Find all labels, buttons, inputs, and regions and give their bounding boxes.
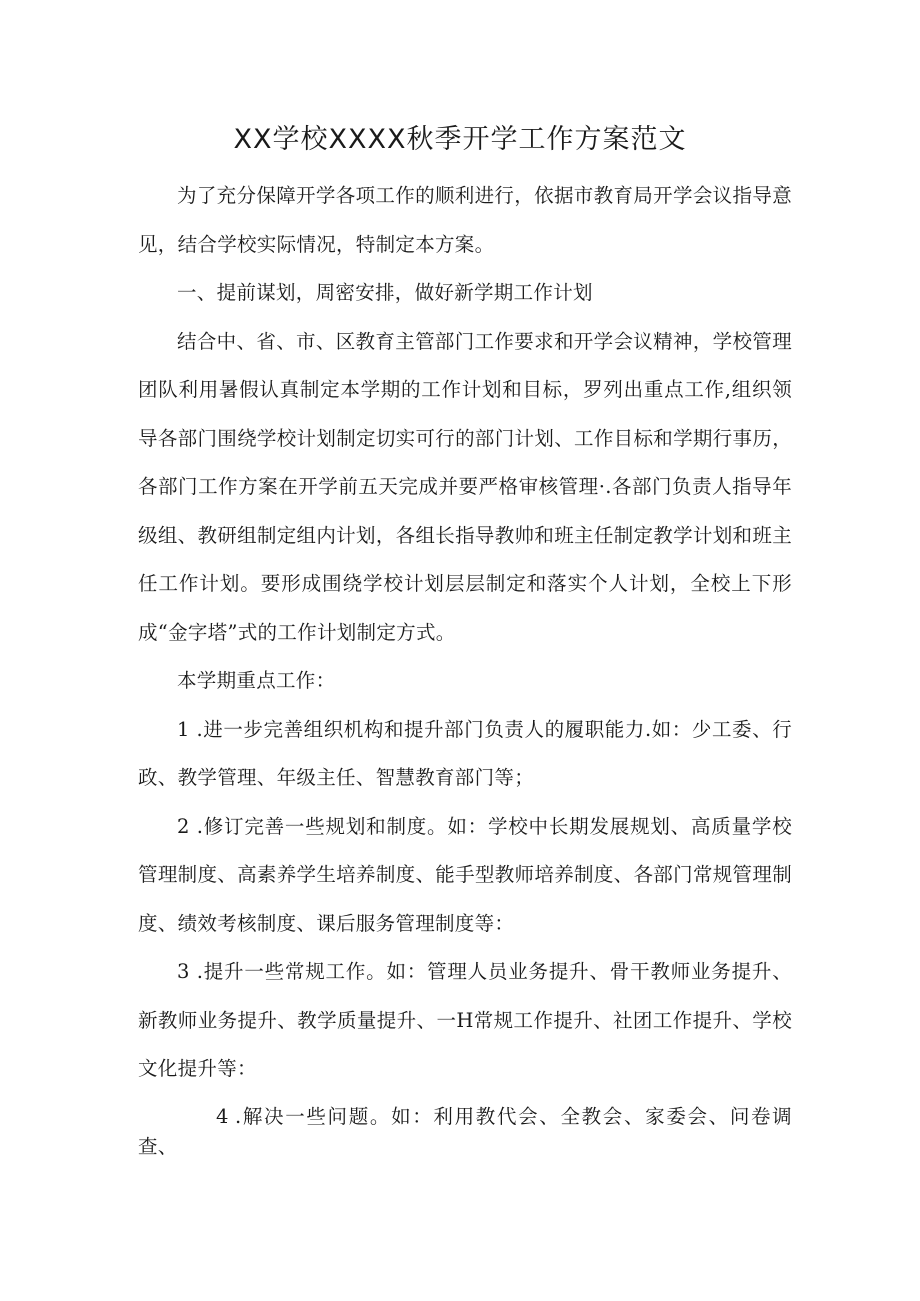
list-item-4-number: 4 [216, 1104, 229, 1128]
document-title: XX学校XXXX秋季开学工作方案范文 [233, 124, 687, 155]
document-body [138, 172, 792, 1162]
list-item-2: 2 .修订完善一些规划和制度。如：学校中长期发展规划、高质量学校管理制度、高素养学生培养制度、能手型教师培养制度、各部门常规管理制度、绩效考核制度、课后服务管理制度等： [138, 814, 792, 935]
section-1-paragraph: 结合中、省、市、区教育主管部门工作要求和开学会议精神，学校管理团队利用暑假认真制定本学期的工作计划和目标，罗列出重点工作,组织领导各部门围绕学校计划制定切实可行的部门计划、工作目标和学期行事历，各部门工作方案在开学前五天完成并要严格审核管理·.各部门负责人指导年级组、教研组制定组内计划，各组长指导教帅和班主任制定教学计划和班主任工作计划。要形成围绕学校计划层层制定和落实个人计划，全校上下形成“金字塔”式的工作计划制定方式。 [138, 329, 792, 644]
list-item-1: 1 .进一步完善组织机构和提升部门负责人的履职能力.如：少工委、行政、教学管理、年级主任、智慧教育部门等； [138, 717, 792, 789]
key-work-heading: 本学期重点工作： [177, 669, 336, 692]
list-item-4 [138, 1102, 792, 1162]
list-item-3: 3 .提升一些常规工作。如：管理人员业务提升、骨干教师业务提升、新教师业务提升、教学质量提升、一H常规工作提升、社团工作提升、学校文化提升等： [138, 960, 792, 1080]
section-heading-1: 一、提前谋划，周密安排，做好新学期工作计划 [177, 281, 593, 304]
intro-paragraph: 为了充分保障开学各项工作的顺利进行，依据市教育局开学会议指导意见，结合学校实际情况，特制定本方案。 [138, 184, 792, 256]
list-item-4-text: .解决一些问题。如：利用教代会、全教会、家委会、问卷调查、 [138, 1104, 792, 1158]
